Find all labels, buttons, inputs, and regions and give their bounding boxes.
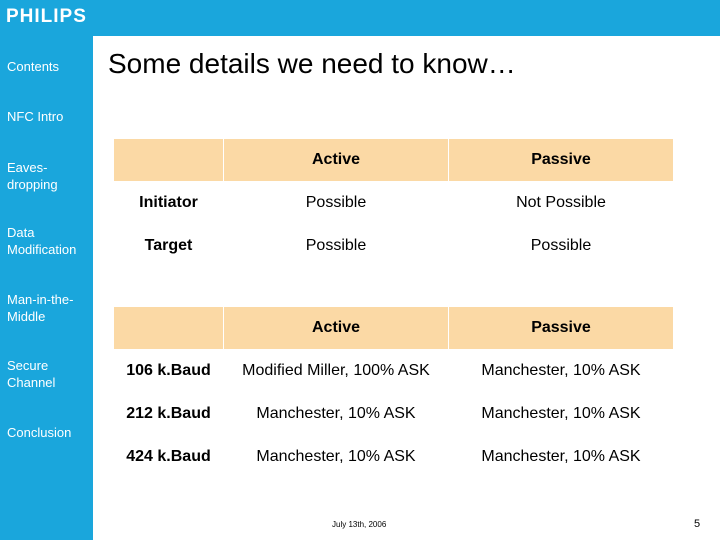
- table-cell: Modified Miller, 100% ASK: [224, 350, 449, 393]
- row-header-target: Target: [114, 225, 224, 268]
- nav-item-contents[interactable]: Contents: [7, 59, 60, 74]
- table-cell: Possible: [224, 225, 449, 268]
- column-header-active: Active: [224, 139, 449, 182]
- page-number: 5: [694, 518, 701, 530]
- nav-item-data-modification[interactable]: Data Modification: [7, 225, 77, 257]
- column-header-passive: Passive: [449, 139, 674, 182]
- table-row: [114, 436, 674, 479]
- footer-date: July 13th, 2006: [332, 520, 387, 529]
- table-cell: Manchester, 10% ASK: [449, 350, 674, 393]
- column-header-active: Active: [224, 307, 449, 350]
- table-cell: Manchester, 10% ASK: [449, 393, 674, 436]
- nav-item-secure-channel[interactable]: Secure Channel: [7, 358, 56, 390]
- nav-item-man-in-the-middle[interactable]: Man-in-the- Middle: [7, 292, 74, 324]
- table-cell: Not Possible: [449, 182, 674, 225]
- table-cell: Manchester, 10% ASK: [224, 436, 449, 479]
- philips-logo: PHILIPS: [6, 6, 87, 27]
- table-row: [114, 182, 674, 225]
- table-row: [114, 350, 674, 393]
- nav-item-nfc-intro[interactable]: NFC Intro: [7, 109, 64, 124]
- row-header-initiator: Initiator: [114, 182, 224, 225]
- row-header-424-kbaud: 424 k.Baud: [114, 436, 224, 479]
- table-cell: Possible: [224, 182, 449, 225]
- sidebar: [0, 0, 93, 540]
- baud-rate-table: [113, 306, 674, 479]
- nav-item-conclusion[interactable]: Conclusion: [7, 425, 72, 440]
- table-header-row: [114, 139, 674, 182]
- header-bar: [0, 0, 720, 36]
- table-header-row: [114, 307, 674, 350]
- table-corner-cell: [114, 139, 224, 182]
- table-cell: Manchester, 10% ASK: [449, 436, 674, 479]
- row-header-106-kbaud: 106 k.Baud: [114, 350, 224, 393]
- row-header-212-kbaud: 212 k.Baud: [114, 393, 224, 436]
- table-row: [114, 225, 674, 268]
- table-cell: Manchester, 10% ASK: [224, 393, 449, 436]
- table-corner-cell: [114, 307, 224, 350]
- role-mode-table: [113, 138, 674, 268]
- nav-item-eavesdropping[interactable]: Eaves- dropping: [7, 160, 58, 192]
- slide-title: Some details we need to know…: [108, 48, 516, 79]
- table-row: [114, 393, 674, 436]
- table-cell: Possible: [449, 225, 674, 268]
- column-header-passive: Passive: [449, 307, 674, 350]
